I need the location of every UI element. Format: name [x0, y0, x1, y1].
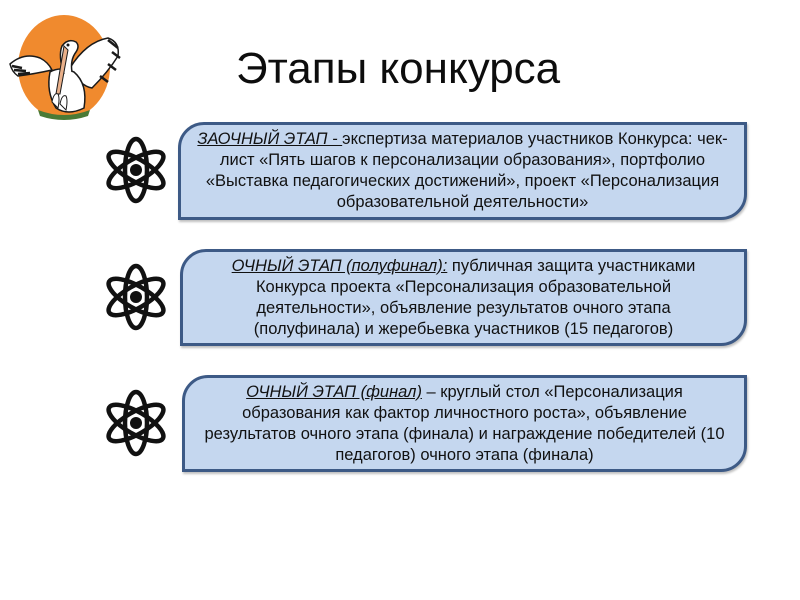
- stage-box-correspondence: [178, 122, 747, 220]
- stage-description: [213, 256, 714, 340]
- pelican-logo-icon: [4, 12, 124, 122]
- stage-label: ЗАОЧНЫЙ ЭТАП -: [197, 130, 343, 148]
- stage-box-final: [182, 375, 747, 472]
- stage-description: [201, 382, 728, 466]
- stage-text: – круглый стол «Персонализация образования как фактор личностного роста», объявление результатов очного этапа (финала) и награждение победителей (10 педагогов) очного этапа (финала): [204, 382, 725, 464]
- stage-label: ОЧНЫЙ ЭТАП (финал): [246, 382, 422, 401]
- stage-text: публичная защита участниками Конкурса проекта «Персонализация образовательной деятельности», объявление результатов очного этапа (полуфинала) и жеребьевка участников (15 педагогов): [253, 256, 696, 338]
- stage-box-semifinal: [180, 249, 747, 346]
- atom-icon: [104, 387, 168, 459]
- stage-label: ОЧНЫЙ ЭТАП (полуфинал):: [231, 256, 448, 275]
- atom-icon: [104, 261, 168, 333]
- page-title: Этапы конкурса: [236, 44, 561, 93]
- atom-icon: [104, 134, 168, 206]
- stage-description: [195, 129, 730, 213]
- stage-text: экспертиза материалов участников Конкурса: чек-лист «Пять шагов к персонализации образования», портфолио «Выставка педагогических достижений», проект «Персонализация образовательной деятельности»: [205, 130, 728, 211]
